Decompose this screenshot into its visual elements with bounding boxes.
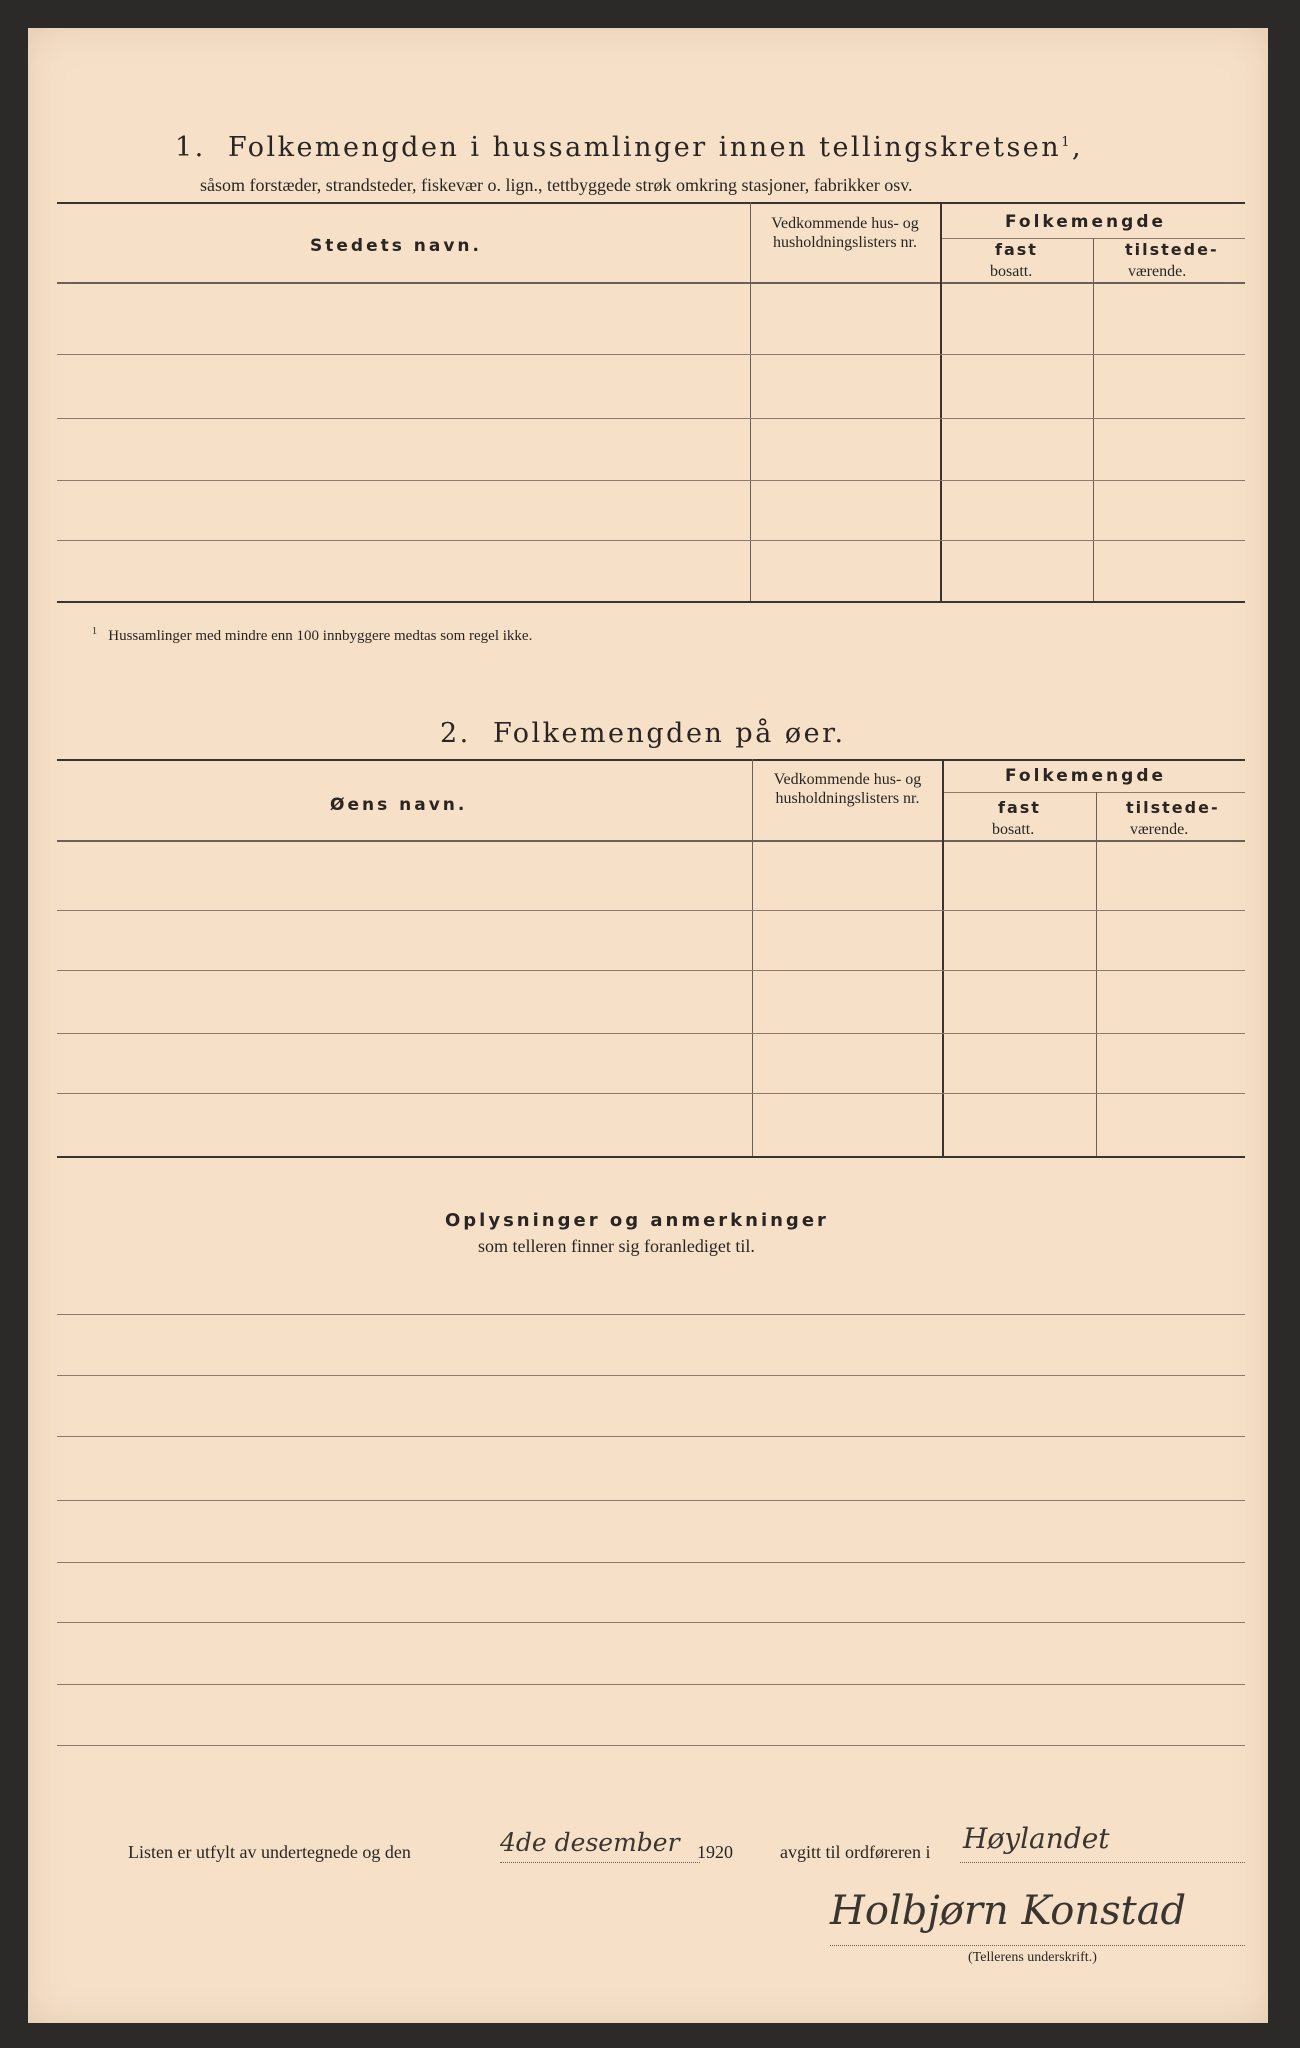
section2-table-bottom-border [57,1156,1245,1158]
signature-prefix: Listen er utfylt av undertegnede og den [128,1842,411,1862]
section2-col-fast: fast [998,798,1041,817]
section1-col-tilstede: tilstede- [1125,240,1219,259]
section2-title: Folkemengden på øer. [492,718,846,749]
section1-row-line [57,354,1245,355]
section1-col-pop: Folkemengde [1005,212,1167,232]
section1-title: Folkemengden i hussamlinger innen tellingskretsen [227,132,1062,163]
signature-caption: (Tellerens underskrift.) [968,1950,1097,1965]
section2-row-line [57,1033,1245,1034]
signature-date-line [500,1862,700,1863]
section2-header-bottom [57,840,1245,842]
remarks-line [57,1745,1245,1746]
section1-col-name: Stedets navn. [310,236,482,256]
signature-middle: avgitt til ordføreren i [780,1842,931,1862]
section2-row-line [57,1093,1245,1094]
remarks-line [57,1622,1245,1623]
section1-col-divider-2 [940,202,942,602]
signature-place-line [960,1862,1245,1863]
remarks-title: Oplysninger og anmerkninger [445,1210,829,1231]
remarks-line [57,1436,1245,1437]
remarks-subtitle: som telleren finner sig foranlediget til. [478,1236,755,1256]
section1-col-vaerende: værende. [1128,263,1187,280]
section1-footnote-mark: 1 [92,626,97,637]
signature-name-line [830,1945,1245,1946]
section1-col-divider-3 [1093,238,1094,602]
section1-table-top-border [57,202,1245,204]
section2-col-list: Vedkommende hus- og husholdningslisters nr. [773,771,922,807]
remarks-line [57,1684,1245,1685]
section1-header-bottom [57,282,1245,284]
section2-col-divider-1 [752,759,753,1157]
census-form-page [28,28,1268,2023]
section2-table-top-border [57,759,1245,761]
section2-heading [440,718,846,749]
teller-signature-handwritten: Holbjørn Konstad [830,1888,1187,1934]
signature-year: 1920 [697,1842,733,1862]
section1-subtitle: såsom forstæder, strandsteder, fiskevær o. lign., tettbyggede strøk omkring stasjoner, fabrikker osv. [200,175,913,195]
section2-row-line [57,910,1245,911]
section2-pop-header-divider [942,792,1245,793]
section1-col-list: Vedkommende hus- og husholdningslisters nr. [771,215,919,251]
section2-col-vaerende: værende. [1130,821,1189,838]
section2-col-pop: Folkemengde [1005,766,1167,786]
remarks-line [57,1562,1245,1563]
section1-footnote-ref: 1 [1061,135,1072,150]
signature-date-handwritten: 4de desember [500,1828,680,1857]
remarks-line [57,1375,1245,1376]
section1-col-divider-1 [750,202,751,602]
remarks-line [57,1500,1245,1501]
section1-number: 1. [175,132,206,163]
section1-row-line [57,540,1245,541]
section1-col-bosatt: bosatt. [990,263,1033,280]
section1-footnote [92,626,532,645]
remarks-line [57,1314,1245,1315]
section1-row-line [57,418,1245,419]
section1-footnote-text: Hussamlinger med mindre enn 100 innbyggere medtas som regel ikke. [108,628,533,644]
section1-table-bottom-border [57,601,1245,603]
signature-place-handwritten: Høylandet [963,1822,1110,1855]
section1-row-line [57,480,1245,481]
section2-col-name: Øens navn. [330,795,468,815]
section2-number: 2. [440,718,471,749]
section1-col-fast: fast [995,240,1038,259]
section2-row-line [57,970,1245,971]
section2-col-divider-3 [1096,792,1097,1157]
section1-heading: 1. Folkemengden i hussamlinger innen tellingskretsen$^1$, [175,132,1084,163]
section2-col-divider-2 [942,759,944,1157]
section2-col-tilstede: tilstede- [1126,798,1220,817]
section2-col-bosatt: bosatt. [992,821,1035,838]
